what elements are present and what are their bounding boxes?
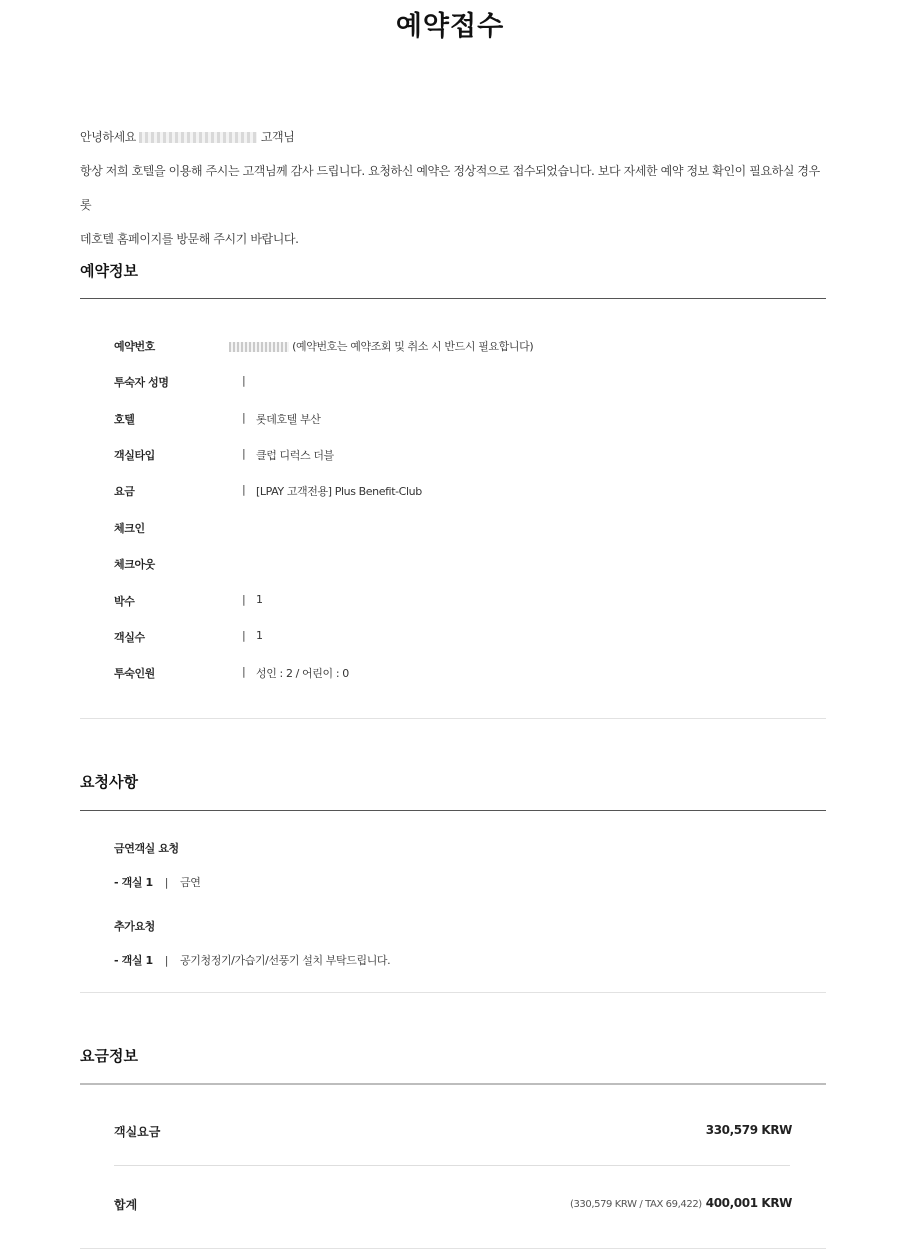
info-label: 객실수: [114, 631, 145, 644]
request-value: 공기청정기/가습기/선풍기 설치 부탁드립니다.: [180, 954, 391, 967]
section-title-requests: 요청사항: [80, 773, 138, 791]
divider: [80, 810, 826, 811]
info-label: 예약번호: [114, 340, 155, 353]
fee-total: [570, 1196, 792, 1210]
info-row-nights: [114, 593, 814, 613]
separator: |: [242, 629, 246, 642]
divider: [80, 298, 826, 299]
section-title-reservation: 예약정보: [80, 262, 138, 280]
info-label: 체크아웃: [114, 558, 155, 571]
info-row-rooms: [114, 629, 814, 649]
separator: |: [164, 876, 169, 889]
greeting-prefix: 안녕하세요: [80, 130, 136, 144]
fee-label-total: 합계: [114, 1198, 138, 1212]
info-row-hotel: [114, 411, 814, 431]
separator: |: [242, 447, 246, 460]
info-row-guest-name: [114, 374, 814, 394]
section-title-fees: 요금정보: [80, 1047, 138, 1065]
divider: [80, 992, 826, 993]
request-heading-extra: 추가요청: [114, 920, 155, 933]
request-value: 금연: [180, 876, 201, 889]
greeting-message-1: 항상 저희 호텔을 이용해 주시는 고객님께 감사 드립니다. 요청하신 예약은 정상적으로 접수되었습니다. 보다 자세한 예약 정보 확인이 필요하실 경우 롯: [80, 164, 820, 212]
info-label: 박수: [114, 595, 135, 608]
separator: |: [164, 954, 169, 967]
request-line-smoking: [114, 874, 201, 890]
info-row-reservation-number: [114, 338, 814, 358]
separator: |: [242, 411, 246, 424]
separator: |: [242, 593, 246, 606]
info-value: 롯데호텔 부산: [256, 413, 321, 426]
info-row-room-type: [114, 447, 814, 467]
greeting-message-2: 데호텔 홈페이지를 방문해 주시기 바랍니다.: [80, 232, 299, 246]
fee-amount-total: 400,001 KRW: [705, 1196, 792, 1210]
info-row-guests: [114, 665, 814, 685]
info-label: 투숙인원: [114, 667, 155, 680]
divider: [80, 1248, 826, 1249]
request-room: - 객실 1: [114, 876, 153, 889]
redacted-guest-name: [139, 132, 257, 143]
separator: |: [242, 483, 246, 496]
info-label: 투숙자 성명: [114, 376, 169, 389]
info-label: 요금: [114, 485, 135, 498]
greeting-suffix: 고객님: [260, 130, 295, 144]
info-label: 체크인: [114, 522, 145, 535]
info-value: 성인 : 2 / 어린이 : 0: [256, 667, 349, 680]
info-value: 1: [256, 593, 263, 606]
info-label: 호텔: [114, 413, 135, 426]
greeting-line: [80, 120, 830, 154]
info-value: [229, 338, 533, 354]
info-row-rate: [114, 483, 814, 503]
request-room: - 객실 1: [114, 954, 153, 967]
request-line-extra: [114, 952, 390, 968]
fee-amount-room: 330,579 KRW: [705, 1123, 792, 1137]
reservation-number-note: (예약번호는 예약조회 및 취소 시 반드시 필요합니다): [292, 340, 534, 353]
fee-total-breakdown: (330,579 KRW / TAX 69,422): [569, 1199, 702, 1210]
info-label: 객실타입: [114, 449, 155, 462]
greeting-block: [80, 120, 830, 256]
separator: |: [242, 665, 246, 678]
divider: [80, 718, 826, 719]
request-heading-smoking: 금연객실 요청: [114, 842, 179, 855]
info-value: [LPAY 고객전용] Plus Benefit-Club: [256, 485, 422, 498]
info-row-check-out: [114, 556, 814, 576]
separator: |: [242, 374, 246, 387]
redacted-reservation-number: [229, 342, 289, 352]
divider: [114, 1165, 790, 1166]
info-value: 클럽 디럭스 더블: [256, 449, 334, 462]
page-title: 예약접수: [395, 11, 505, 42]
fee-label-room: 객실요금: [114, 1125, 161, 1139]
info-row-check-in: [114, 520, 814, 540]
divider: [80, 1083, 826, 1085]
info-value: 1: [256, 629, 263, 642]
